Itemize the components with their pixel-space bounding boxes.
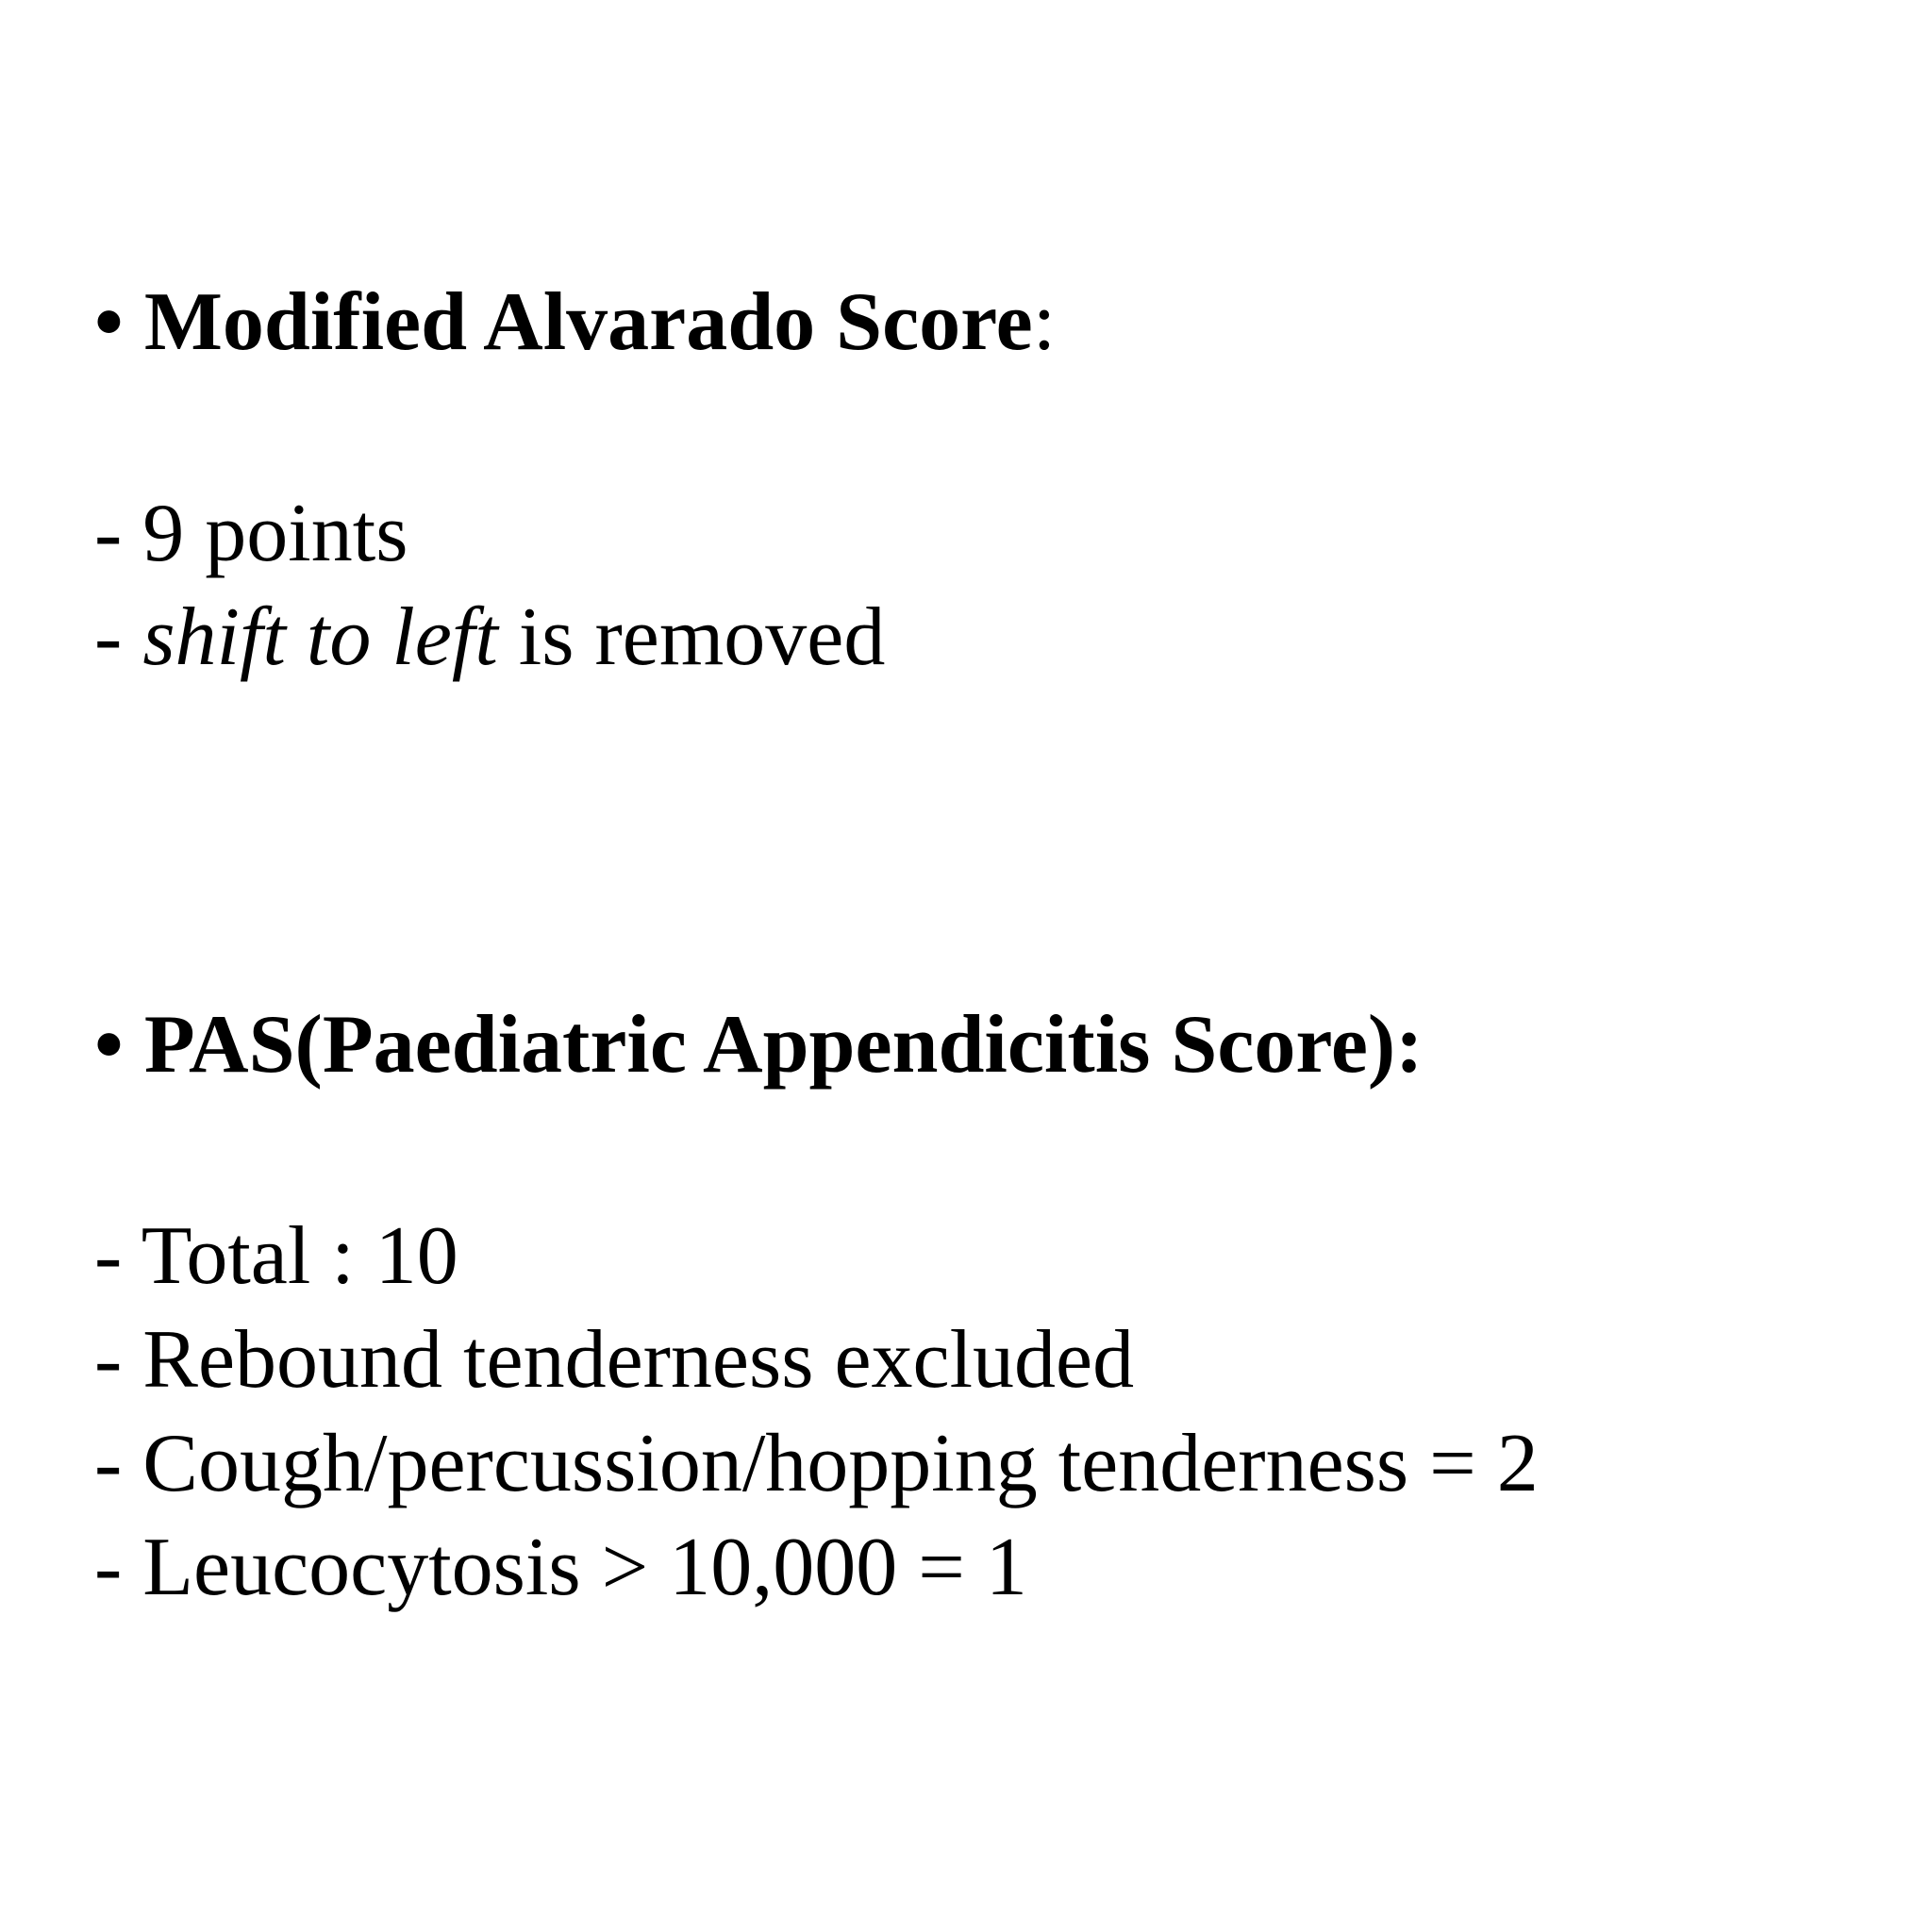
shift-rest: is removed bbox=[497, 591, 886, 683]
shift-dash: - bbox=[94, 591, 143, 683]
pas-heading bbox=[94, 999, 1424, 1091]
alvarado-points: - 9 points bbox=[94, 488, 408, 579]
pas-cough: - Cough/percussion/hopping tenderness = 2 bbox=[94, 1418, 1539, 1509]
bullet-icon: • bbox=[94, 276, 124, 368]
alvarado-heading bbox=[94, 276, 1057, 368]
alvarado-shift-line bbox=[94, 591, 886, 683]
alvarado-colon: : bbox=[1032, 276, 1057, 368]
pas-leucocytosis: - Leucocytosis > 10,000 = 1 bbox=[94, 1522, 1027, 1613]
alvarado-title: Modified Alvarado Score bbox=[143, 276, 1033, 368]
pas-rebound: - Rebound tenderness excluded bbox=[94, 1314, 1135, 1406]
pas-total: - Total : 10 bbox=[94, 1210, 458, 1302]
shift-italic: shift to left bbox=[142, 591, 498, 683]
bullet-icon: • bbox=[94, 999, 124, 1091]
pas-title: PAS(Paediatric Appendicitis Score): bbox=[143, 999, 1424, 1091]
